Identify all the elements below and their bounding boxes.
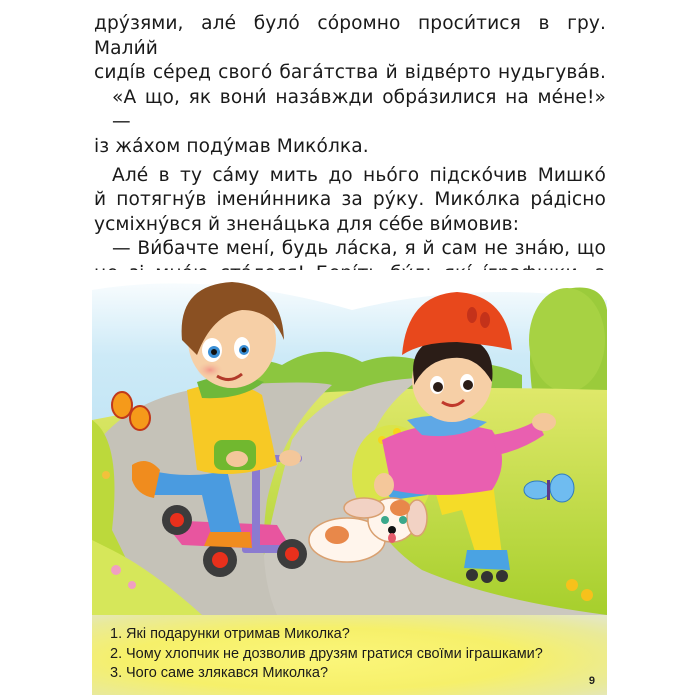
question-number: 3. xyxy=(110,665,123,681)
question-item xyxy=(110,645,543,665)
story-line: й потягну́в імени́нника за ру́ку. Мико́лка ра́дісно xyxy=(94,189,606,211)
story-line: Але́ в ту са́му мить до ньо́го підско́чив Мишко́ xyxy=(112,164,606,186)
question-number: 1. xyxy=(110,626,123,642)
question-number: 2. xyxy=(110,645,123,662)
questions-box xyxy=(92,615,607,695)
story-line: «А що, як вони́ наза́вжди обра́зилися на ме́не!» — xyxy=(112,86,606,133)
story-illustration xyxy=(92,270,607,615)
question-text: Чого саме злякався Миколка? xyxy=(126,665,329,681)
story-line: усміхну́вся й знена́цька для се́бе ви́мовив: xyxy=(94,213,520,235)
story-line: дру́зями, але́ було́ со́ромно проси́тися в гру. Мали́й xyxy=(94,13,606,59)
story-line: — Ви́бачте мені́, будь ла́ска, я й сам не зна́ю, що xyxy=(112,238,606,260)
page-number: 9 xyxy=(588,675,595,687)
story-line: із жа́хом поду́мав Мико́лка. xyxy=(94,135,369,157)
question-item xyxy=(110,664,543,684)
question-item xyxy=(110,625,543,645)
questions-list xyxy=(110,625,543,684)
question-text: Чому хлопчик не дозволив друзям гратися своїми іграшками? xyxy=(126,645,543,662)
question-text: Які подарунки отримав Миколка? xyxy=(126,626,350,642)
story-line: сиді́в се́ред свого́ бага́тства й відве́рто нудьгува́в. xyxy=(94,62,606,84)
